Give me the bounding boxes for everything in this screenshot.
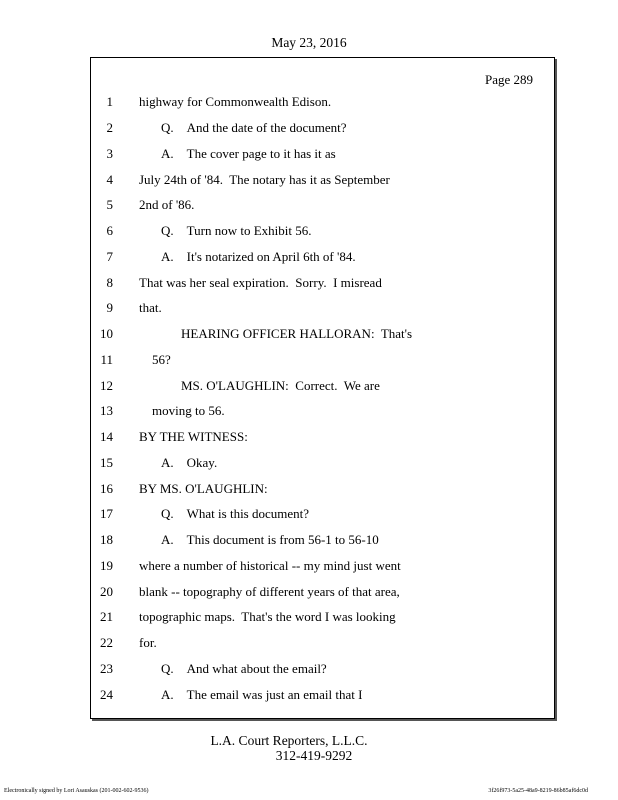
footer-phone: 312-419-9292	[275, 748, 353, 763]
signature-note: Electronically signed by Lori Asauskas (201-002-602-9536)	[4, 788, 149, 794]
line-number: 13	[100, 403, 113, 418]
document-id: 3f26f973-5a25-48a9-8219-86b85af6dc0d	[488, 788, 588, 794]
transcript-page	[90, 57, 555, 719]
transcript-line: Q. And the date of the document?	[161, 120, 347, 135]
transcript-line: that.	[139, 300, 162, 315]
line-number: 16	[100, 481, 113, 496]
transcript-line: moving to 56.	[152, 403, 225, 418]
transcript-line: A. This document is from 56-1 to 56-10	[161, 532, 379, 547]
line-number: 9	[106, 300, 113, 315]
transcript-date: May 23, 2016	[271, 35, 347, 50]
footer-company: L.A. Court Reporters, L.L.C.	[210, 733, 368, 748]
line-number: 8	[106, 275, 113, 290]
line-number: 10	[100, 326, 113, 341]
transcript-line: A. It's notarized on April 6th of '84.	[161, 249, 356, 264]
line-number: 11	[100, 352, 113, 367]
line-number: 3	[106, 146, 113, 161]
transcript-line: blank -- topography of different years of that area,	[139, 584, 400, 599]
line-number: 12	[100, 378, 113, 393]
transcript-line: 56?	[152, 352, 171, 367]
transcript-line: where a number of historical -- my mind just went	[139, 558, 401, 573]
line-number: 17	[100, 506, 113, 521]
line-number: 18	[100, 532, 113, 547]
line-number: 6	[106, 223, 113, 238]
transcript-line: BY MS. O'LAUGHLIN:	[139, 481, 268, 496]
transcript-line: July 24th of '84. The notary has it as September	[139, 172, 390, 187]
transcript-line: highway for Commonwealth Edison.	[139, 94, 332, 109]
transcript-line: for.	[139, 635, 157, 650]
line-number: 1	[106, 94, 113, 109]
line-number: 14	[100, 429, 113, 444]
line-number: 2	[106, 120, 113, 135]
page-number: Page 289	[484, 72, 533, 87]
transcript-line: That was her seal expiration. Sorry. I misread	[139, 275, 382, 290]
line-number: 15	[100, 455, 113, 470]
transcript-line: A. Okay.	[161, 455, 218, 470]
line-number: 5	[106, 197, 113, 212]
transcript-line: Q. What is this document?	[161, 506, 310, 521]
line-number: 24	[100, 687, 113, 702]
transcript-line: topographic maps. That's the word I was looking	[139, 609, 396, 624]
line-number: 19	[100, 558, 113, 573]
transcript-line: MS. O'LAUGHLIN: Correct. We are	[181, 378, 380, 393]
transcript-line: A. The email was just an email that I	[161, 687, 363, 702]
line-number: 21	[100, 609, 113, 624]
transcript-line: Q. Turn now to Exhibit 56.	[161, 223, 312, 238]
transcript-line: BY THE WITNESS:	[139, 429, 248, 444]
line-number: 23	[100, 661, 113, 676]
line-number: 20	[100, 584, 113, 599]
line-number: 4	[106, 172, 113, 187]
transcript-line: A. The cover page to it has it as	[161, 146, 336, 161]
line-number: 22	[100, 635, 113, 650]
transcript-line: 2nd of '86.	[139, 197, 195, 212]
transcript-line: Q. And what about the email?	[161, 661, 327, 676]
line-number: 7	[106, 249, 113, 264]
transcript-line: HEARING OFFICER HALLORAN: That's	[181, 326, 413, 341]
